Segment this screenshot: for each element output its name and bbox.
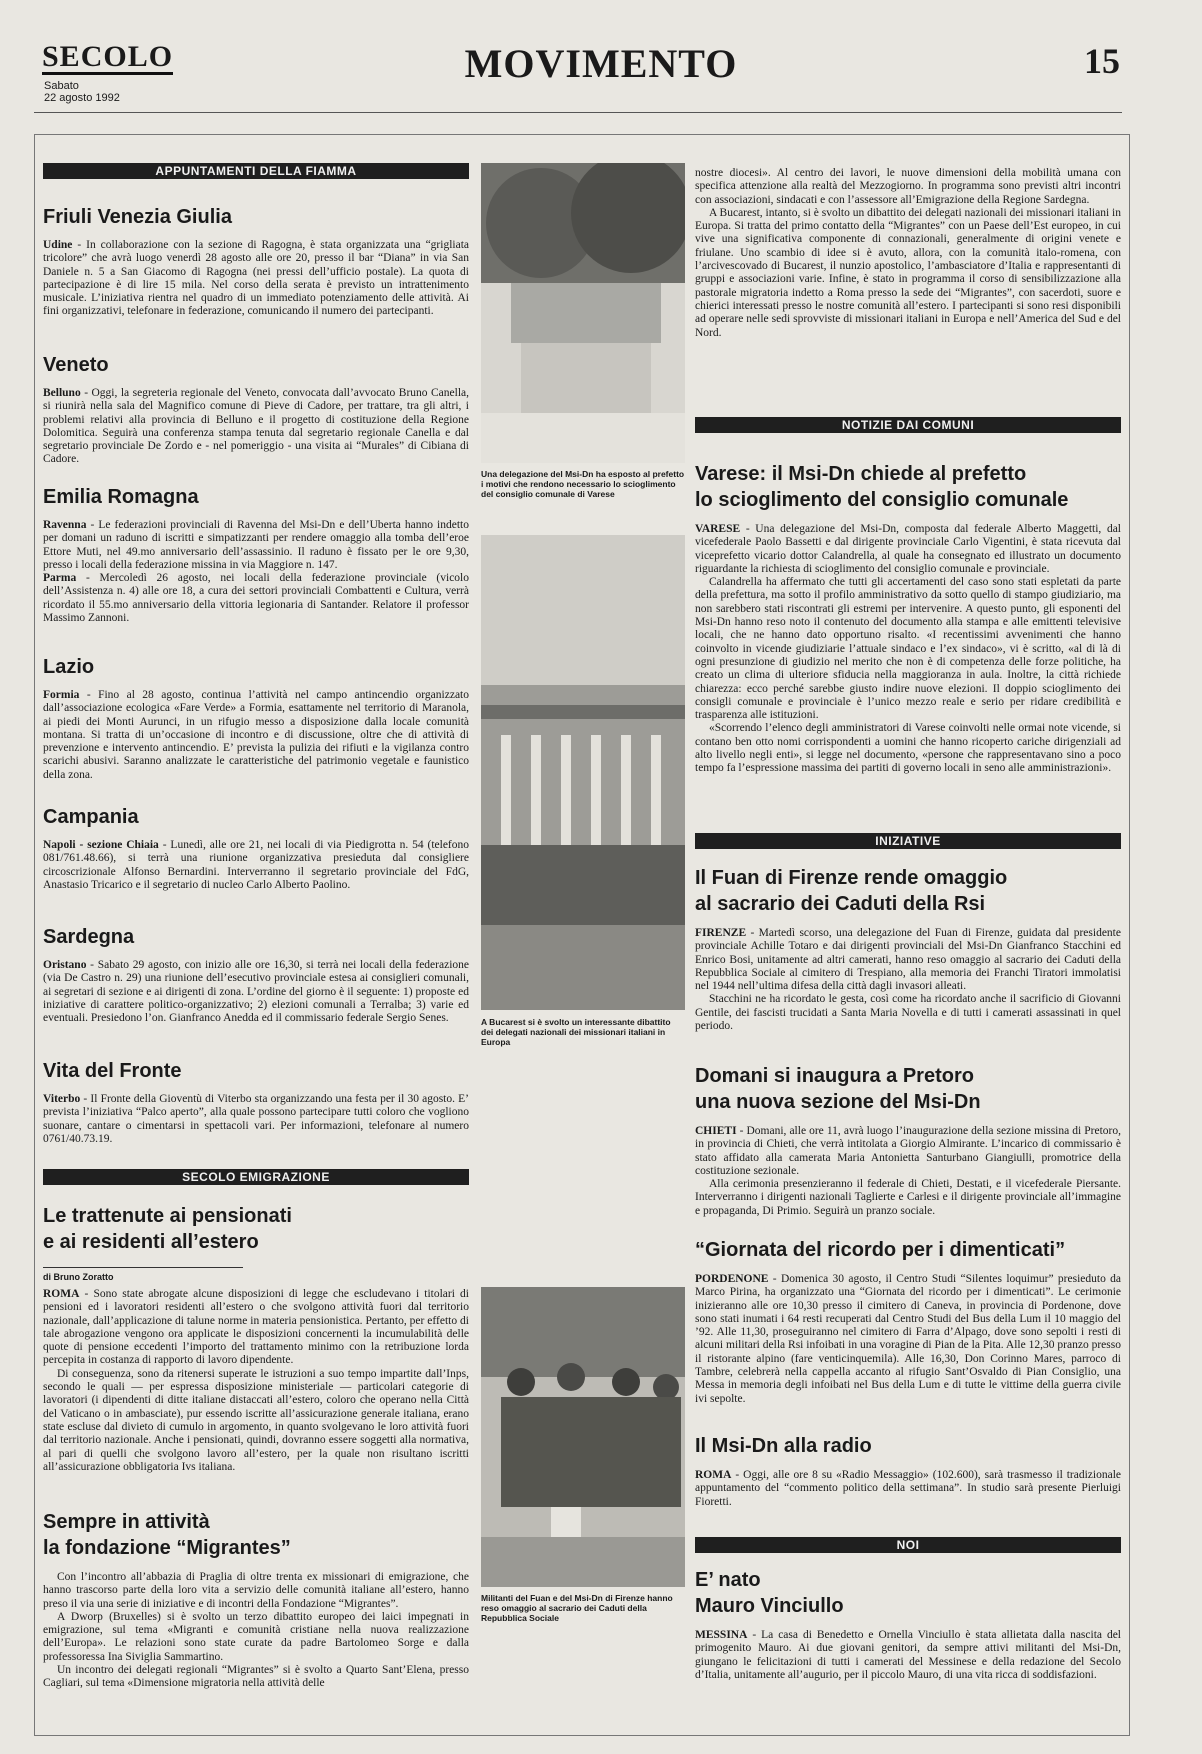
article-fuan-firenze: Il Fuan di Firenze rende omaggio al sacrario dei Caduti della Rsi FIRENZE - Martedì scorso, una delegazione del Fuan di Firenze, guidata dal presidente provinciale Achille Totaro e dai dirigenti provinciali del Msi-Dn Gianfranco Stacchini ed Enrico Bosi, unitamente ad altri camerati, hanno reso omaggio al sacrario dei Caduti della Repubblica Sociale al cimitero di Trespiano, alla memoria dei Franchi Tiratori immolatisi nel 1944 nell’ultima difesa della città dagli invasori alleati. Stacchini ne ha ricordato le gesta, così come ha ricordato anche il sacrificio di Giovanni Gentile, dei fascisti trucidati a Santa Maria Novella e di tutti i camerati assassinati in quel periodo. — [695, 867, 1121, 1033]
photo-bucarest-palace — [481, 535, 685, 1010]
section-bar-comuni: NOTIZIE DAI COMUNI — [695, 417, 1121, 433]
issue-date: Sabato 22 agosto 1992 — [44, 80, 120, 104]
article-title: Le trattenute ai pensionati e ai residenti all’estero — [43, 1205, 292, 1253]
column-left — [43, 135, 469, 1735]
newspaper-logo: SECOLO — [42, 40, 174, 73]
region-veneto: Veneto Belluno - Oggi, la segreteria regionale del Veneto, convocata dall’avvocato Bruno Canella, si riunirà nella sala del Magnifico comune di Pieve di Cadore, per trattare, tra gli altri, i problemi relativi alla provincia di Belluno e il progetto di costituzione della Regione Dolomitica. Seguirà una conferenza stampa tenuta dal segretario regionale Canella e dal segretario provinciale De Zordo e - nel pomeriggio - una visita ai “Murales” di Cibiana di Cadore. — [43, 354, 469, 466]
column-right — [695, 135, 1121, 1735]
region-fronte: Vita del Fronte Viterbo - Il Fronte della Gioventù di Viterbo sta organizzando una festa per il 30 agosto. E’ prevista l’iniziativa “Palco aperto”, alla quale possono partecipare tutti coloro che vogliono suonare, cantare o cimentarsi in spettacoli vari. Per informazioni, telefonare al numero 0761/40.73.19. — [43, 1060, 469, 1145]
section-bar-noi: NOI — [695, 1537, 1121, 1553]
section-bar-appuntamenti: APPUNTAMENTI DELLA FIAMMA — [43, 163, 469, 179]
article-title: Il Fuan di Firenze rende omaggio al sacrario dei Caduti della Rsi — [695, 867, 1008, 915]
article-title: “Giornata del ricordo per i dimenticati” — [695, 1239, 1066, 1261]
region-title: Emilia Romagna — [43, 486, 199, 508]
photo-varese-building — [481, 163, 685, 463]
region-title: Lazio — [43, 656, 95, 678]
region-title: Vita del Fronte — [43, 1060, 182, 1082]
article-pretoro: Domani si inaugura a Pretoro una nuova sezione del Msi-Dn CHIETI - Domani, alle ore 11, avrà luogo l’inaugurazione della sezione missina di Pretoro, in provincia di Chieti, che verrà intitolata a Giorgio Almirante. L’incarico di commissario è stato affidato alla camerata Maria Antonietta Santurbano Giangiulli, promotrice della costituzione sezionale. Alla cerimonia presenzieranno il federale di Chieti, Destati, e il vicefederale Piersante. Interverranno i dirigenti nazionali Taglierte e Carlesi e il dirigente provinciale all’immagine e propaganda, Di Primio. Seguirà un pranzo sociale. — [695, 1065, 1121, 1217]
photo-image — [481, 163, 685, 463]
photo-firenze-militants — [481, 1287, 685, 1587]
region-campania: Campania Napoli - sezione Chiaia - Lunedì, alle ore 21, nei locali di via Piedigrotta n. 54 (telefono 081/761.48.66), si terrà una riunione organizzativa presieduta dal consigliere circoscrizionale Alfonso Bernardini. Interverranno il segretario provinciale del FdG, Anastasio Tricarico e il segretario di nucleo Carlo Alberto Paolino. — [43, 806, 469, 891]
page-number: 15 — [1084, 41, 1120, 81]
photo-image — [481, 1287, 685, 1587]
region-emilia: Emilia Romagna Ravenna - Le federazioni provinciali di Ravenna del Msi-Dn e dell’Uberta hanno indetto per domani un raduno di iscritti e simpatizzanti per rendere omaggio alla tomba dell’eroe Ettore Muti, nel 49.mo anniversario dell’assassinio. Il raduno è fissato per le ore 9,30, presso i locali della federazione missina in via Maggiore n. 147. Parma - Mercoledì 26 agosto, nei locali della federazione provinciale (vicolo dell’Assistenza n. 4) alle ore 18, a cura dei settori provinciali Combattenti e Cultura, verrà ricordato il 55.mo anniversario della vittoria legionaria di Santander. Relatore il professor Massimo Zannoni. — [43, 486, 469, 625]
region-title: Sardegna — [43, 926, 135, 948]
photo-caption: Militanti del Fuan e del Msi-Dn di Firenze hanno reso omaggio al sacrario dei Caduti della Repubblica Sociale — [481, 1593, 673, 1623]
migrantes-continued: nostre diocesi». Al centro dei lavori, le nuove dimensioni della mobilità umana con specifica attenzione alla realtà del Mezzogiorno. In programma sono previsti altri incontri con associazioni, sindacati e con l’assessore all’Emigrazione della Regione Sardegna. A Bucarest, intanto, si è svolto un dibattito dei delegati nazionali dei missionari italiani in Europa. Si tratta del primo contatto della “Migrantes” con un Paese dell’Est europeo, in cui vive una significativa componente di connazionali, generalmente di origini venete e friulane. Uno scambio di idee si è avuto, allora, con la comunità italo-romena, con l’arcivescovado di Bucarest, il nunzio apostolico, l’ambasciatore d’Italia e rappresentanti di gruppi e associazioni varie. Infine, è stato in programma il corso di sensibilizzazione alla pastorale migratoria indetto a Roma presso la sede dei “Migrantes”, con sacerdoti, suore e chierici interessati presso le nostre comunità all’estero. I partecipanti si sono resi disponibili ad operare nelle sedi sprovviste di missionari italiani in Europa e nell’America del Sud e del Nord. — [695, 167, 1121, 339]
article-pensionati: Le trattenute ai pensionati e ai residenti all’estero di Bruno Zoratto ROMA - Sono state abrogate alcune disposizioni di legge che escludevano i titolari di pensioni ed i lavoratori residenti all’estero o che svolgono attività fuori dal territorio nazionale, dall’applicazione di talune norme in materia pensionistica. Pertanto, per effetto di tale abrogazione vengono ora applicate le disposizioni concernenti la incumulabilità delle quote di pensione eccedenti l’importo del trattamento minimo con la retribuzione lorda percepita in costanza di rapporto di lavoro dipendente. Di conseguenza, sono da ritenersi superate le istruzioni a suo tempo impartite dall’Inps, secondo le quali — per espressa disposizione ministeriale — particolari categorie di lavoratori (i dipendenti di ditte italiane distaccati all’estero, coloro che operano nella Città del Vaticano o in ambasciate), pur essendo iscritte all’assicurazione generale italiana, erano state escluse dal divieto di cumulo in argomento, in quanto svolgevano le loro attività fuori dal territorio nazionale. Anche i pensionati, quindi, dovranno essere soggetti alla normativa, al pari di quelli che svolgono lavoro all’estero, per la quale non risultano iscritti all’assicurazione obbligatoria Ivs italiana. — [43, 1205, 469, 1473]
article-title: Il Msi-Dn alla radio — [695, 1435, 872, 1457]
photo-image — [481, 535, 685, 1010]
region-sardegna: Sardegna Oristano - Sabato 29 agosto, con inizio alle ore 16,30, si terrà nei locali della federazione (via De Castro n. 29) una riunione dell’esecutivo provinciale estesa ai consiglieri comunali, ai segretari di sezione e ai dirigenti di zona. L’ordine del giorno è il seguente: 1) proposte ed iniziative di carattere politico-organizzativo; 2) elezioni comunali a Terralba; 3) varie ed eventuali. Presiedono l’on. Gianfranco Anedda ed il commissario federale Sergio Senes. — [43, 926, 469, 1025]
column-photos — [481, 135, 685, 1735]
region-friuli: Friuli Venezia Giulia Udine - In collaborazione con la sezione di Ragogna, è stata organizzata una “grigliata tricolore” che avrà luogo venerdì 28 agosto alle ore 20, presso il bar “Diana” in via San Daniele n. 5 a San Giacomo di Ragogna (nei pressi dell’ufficio postale). La quota di partecipazione è di lire 15 mila. Nel corso della serata è previsto un intrattenimento musicale. L’iniziativa rientra nel quadro di un immediato potenziamento delle attività. Ai fini organizzativi, telefonare in federazione, comunicando il numero dei partecipanti. — [43, 206, 469, 318]
photo-caption: A Bucarest si è svolto un interessante dibattito dei delegati nazionali dei missionari italiani in Europa — [481, 1017, 671, 1047]
article-giornata-ricordo: “Giornata del ricordo per i dimenticati” PORDENONE - Domenica 30 agosto, il Centro Studi “Silentes loquimur” presieduto da Marco Pirina, ha organizzato una “Giornata del ricordo per i dimenticati”. Le cerimonie inizieranno alle ore 10,30 presso il cimitero di Caneva, in provincia di Pordenone, dove sono stati inumati i 64 resti recuperati dal Centro Studi del Bus della Lum il 10 maggio del ’92. Alle 11,30, proseguiranno nel cimitero di Farra d’Alpago, dove sono sepolti i resti di alcuni militari della Rsi infoibati in una voragine di Pian de la Pita. Alle 12,30 pranzo presso il ristorante alpino (fare venticinquemila). Alle 16,30, Don Corinno Mares, parroco di Tambre, celebrerà nella cappella accanto al rifugio Sant’Osvaldo di Pian Consiglio, una Messa in memoria degli infoibati nel Bus della Lum e di tutte le vittime della guerra civile ivi sepolte. — [695, 1239, 1121, 1405]
section-bar-emigrazione: SECOLO EMIGRAZIONE — [43, 1169, 469, 1185]
photo-caption: Una delegazione del Msi-Dn ha esposto al prefetto i motivi che rendono necessario lo scioglimento del consiglio comunale di Varese — [481, 469, 685, 499]
masthead-rule — [34, 112, 1122, 113]
page-frame — [34, 134, 1130, 1736]
section-bar-iniziative: INIZIATIVE — [695, 833, 1121, 849]
article-title: Domani si inaugura a Pretoro una nuova sezione del Msi-Dn — [695, 1065, 981, 1113]
article-varese: Varese: il Msi-Dn chiede al prefetto lo scioglimento del consiglio comunale VARESE - Una delegazione del Msi-Dn, composta dal federale Alberto Maggetti, dal vicefederale Paolo Bassetti e dal dirigente provinciale Carlo Vigentini, è stata ricevuta dal viceprefetto vicario dottor Calandrella, al quale ha consegnato ed illustrato un documento riguardante la richiesta di scioglimento del consiglio comunale e provinciale. Calandrella ha affermato che tutti gli accertamenti del caso sono stati espletati da parte della prefettura, ma sotto il profilo amministrativo da sotto quello di stampo giudiziario, ma non sarebbero stati riscontrati gli estremi per intervenire. A questo punto, gli esponenti del Msi-Dn hanno reso noto il contenuto del documento alla stampa e alle emittenti televisive locali, che ne hanno dato opportuno risalto. «I recentissimi avvenimenti che hanno coinvolto in vicende giudiziarie l’attuale sindaco e l’ex sindaco», vi è scritto, «al di là di ogni presunzione di giudizio nel merito che non è di competenza delle forze politiche, ha creato un clima di ulteriore sfiducia nella maggioranza in aula. Inoltre, la città richiede chiarezza: ecco perché sarebbe giusto indire nuove elezioni. Il doppio scioglimento dei consigli comunale e provinciale è l’unico mezzo reale e serio per ridare credibilità e trasparenza alle istituzioni. «Scorrendo l’elenco degli amministratori di Varese coinvolti nelle ormai note vicende, si contano ben otto nomi corrispondenti a uomini che hanno ricoperto cariche dirigenziali ad alto livello negli enti», si legge nel documento, «persone che rappresentavano sino a poco tempo fa l’espressione massima dei partiti di governo locali in seno alle amministrazioni». — [695, 463, 1121, 775]
article-title: E’ nato Mauro Vinciullo — [695, 1569, 844, 1617]
article-nascita: E’ nato Mauro Vinciullo MESSINA - La casa di Benedetto e Ornella Vinciullo è stata allietata dalla nascita del primogenito Mauro. Ai due giovani genitori, da sempre attivi militanti del Msi-Dn, giungano le felicitazioni di tutti i camerati del Messinese e della redazione del Secolo d’Italia, unitamente all’augurio, per il piccolo Mauro, di una vita ricca di soddisfazioni. — [695, 1569, 1121, 1681]
region-title: Campania — [43, 806, 139, 828]
masthead — [0, 0, 1202, 120]
article-migrantes: Sempre in attività la fondazione “Migrantes” Con l’incontro all’abbazia di Praglia di oltre trenta ex missionari di emigrazione, che hanno trascorso parte della loro vita a servizio delle comunità italiane all’estero, hanno preso il via una serie di iniziative e di incontri della Fondazione “Migrantes”. A Dworp (Bruxelles) si è svolto un terzo dibattito europeo dei laici impegnati in emigrazione, sul tema «Migranti e comunità cristiane nella nuova realizzazione dell’Europa». Le relazioni sono state curate da padre Bartolomeo Sorge e dalla professoressa Ina Siviglia Sammartino. Un incontro dei delegati regionali “Migrantes” si è svolto a Quarto Sant’Elena, presso Cagliari, sul tema «Dimensione migratoria nella attività delle — [43, 1511, 469, 1690]
region-title: Veneto — [43, 354, 109, 376]
article-radio: Il Msi-Dn alla radio ROMA - Oggi, alle ore 8 su «Radio Messaggio» (102.600), sarà trasmesso il tradizionale appuntamento del “commento politico della settimana”. In studio sarà presente Pierluigi Fioretti. — [695, 1435, 1121, 1508]
byline: di Bruno Zoratto — [43, 1267, 243, 1282]
region-lazio: Lazio Formia - Fino al 28 agosto, continua l’attività nel campo antincendio organizzato dall’associazione ecologica «Fare Verde» a Formia, esattamente nel territorio di Maranola, ai piedi dei Monti Aurunci, in un rifugio messo a disposizione dalla locale comunità montana. Si tratta di un’occasione di incontro e di discussione, oltre che di attività di prevenzione e intervento antincendio. E’ prevista la pulizia dei rifiuti e la vigilanza contro scarichi abusivi. Saranno analizzate le caratteristiche del patrimonio vegetale e faunistico della zona. — [43, 656, 469, 781]
article-title: Sempre in attività la fondazione “Migrantes” — [43, 1511, 291, 1559]
article-title: Varese: il Msi-Dn chiede al prefetto lo scioglimento del consiglio comunale — [695, 463, 1069, 511]
section-title: MOVIMENTO — [464, 41, 738, 86]
region-title: Friuli Venezia Giulia — [43, 206, 232, 228]
